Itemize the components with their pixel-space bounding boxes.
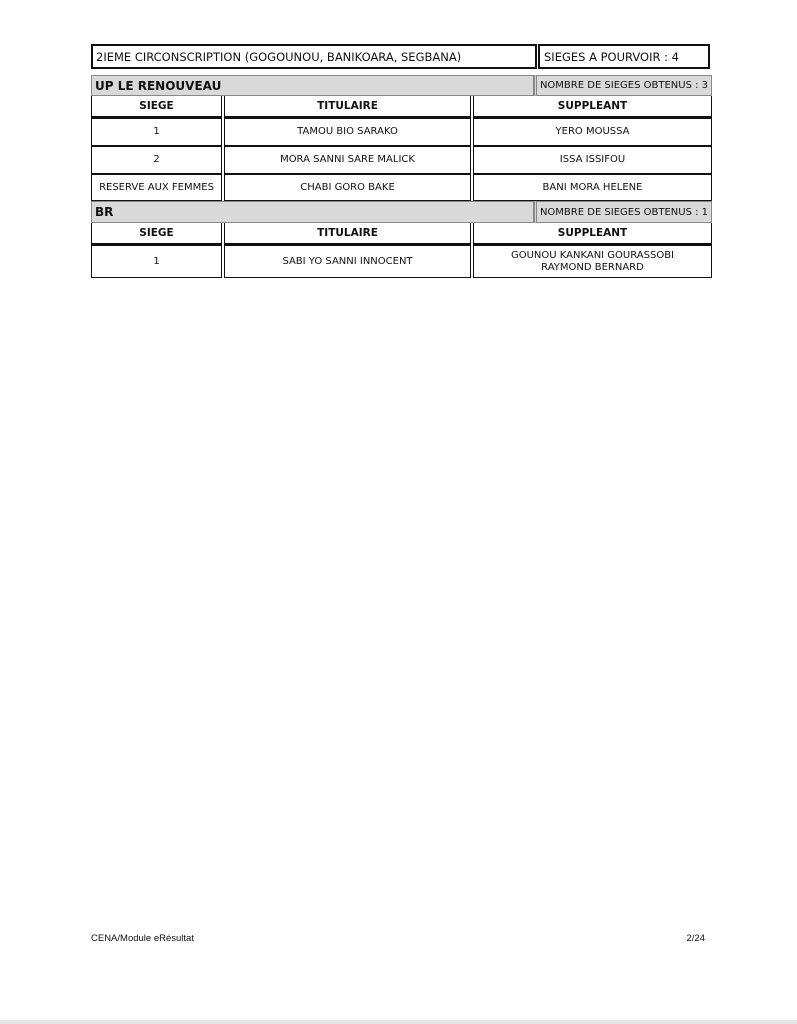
table-row-titulaire: CHABI GORO BAKE	[224, 174, 471, 201]
circonscription-title: 2IEME CIRCONSCRIPTION (GOGOUNOU, BANIKOARA, SEGBANA)	[91, 44, 537, 69]
table-row-siege: 1	[91, 245, 222, 278]
table-row-titulaire: TAMOU BIO SARAKO	[224, 118, 471, 146]
party-name: BR	[91, 201, 534, 223]
column-header-titulaire: TITULAIRE	[224, 96, 471, 118]
party-seats-obtained: NOMBRE DE SIEGES OBTENUS : 3	[534, 75, 712, 96]
sieges-a-pourvoir: SIEGES A POURVOIR : 4	[538, 44, 710, 69]
table-row-suppleant: YERO MOUSSA	[473, 118, 712, 146]
table-row-siege: RESERVE AUX FEMMES	[91, 174, 222, 201]
footer-page-number: 2/24	[686, 933, 705, 944]
table-row-siege: 2	[91, 146, 222, 174]
table-row-suppleant: ISSA ISSIFOU	[473, 146, 712, 174]
table-row-siege: 1	[91, 118, 222, 146]
page-bottom-edge	[0, 1020, 797, 1024]
party-seats-obtained: NOMBRE DE SIEGES OBTENUS : 1	[534, 201, 712, 223]
table-row-titulaire: MORA SANNI SARE MALICK	[224, 146, 471, 174]
table-row-suppleant: BANI MORA HELENE	[473, 174, 712, 201]
party-name: UP LE RENOUVEAU	[91, 75, 534, 96]
column-header-siege: SIEGE	[91, 96, 222, 118]
column-header-siege: SIEGE	[91, 223, 222, 245]
table-row-titulaire: SABI YO SANNI INNOCENT	[224, 245, 471, 278]
column-header-suppleant: SUPPLEANT	[473, 223, 712, 245]
table-row-suppleant: GOUNOU KANKANI GOURASSOBI RAYMOND BERNARD	[473, 245, 712, 278]
column-header-titulaire: TITULAIRE	[224, 223, 471, 245]
footer-source: CENA/Module eRésultat	[91, 933, 194, 944]
column-header-suppleant: SUPPLEANT	[473, 96, 712, 118]
